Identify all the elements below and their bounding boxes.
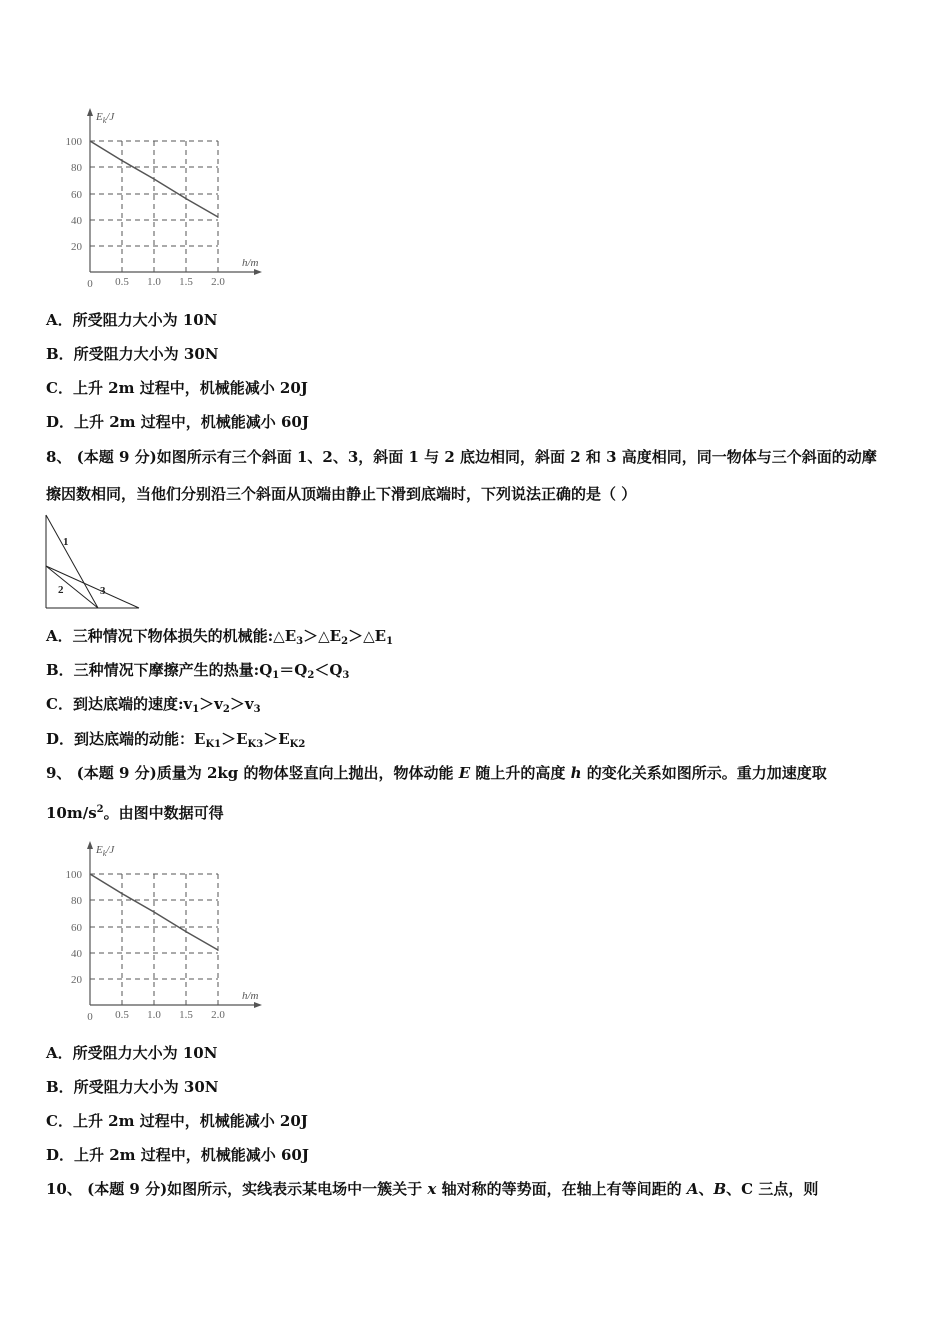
y-axis-arrow	[87, 108, 93, 116]
incline-label-1: 1	[63, 536, 69, 548]
x-axis-arrow	[254, 269, 262, 275]
x-tick-label: 0	[87, 1011, 93, 1023]
q8-option-a[interactable]: A．三种情况下物体损失的机械能$:\triangle E_3>\triangle E_2>\triangle E_1$	[46, 627, 394, 647]
x-tick-label: 0	[87, 278, 93, 290]
y-tick-label: 40	[71, 215, 82, 227]
q9-option-d[interactable]: D．上升 2m 过程中，机械能减小 60J	[46, 1146, 309, 1164]
x-tick-label: 1.5	[179, 276, 193, 288]
y-tick-label: 40	[71, 948, 82, 960]
x-axis-arrow	[254, 1002, 262, 1008]
y-tick-label: 60	[71, 189, 82, 201]
x-tick-label: 1.0	[147, 276, 161, 288]
x-tick-label: 2.0	[211, 1009, 225, 1021]
x-axis-label: h/m	[242, 990, 259, 1002]
y-tick-label: 80	[71, 162, 82, 174]
incline-label-3: 3	[100, 585, 106, 597]
ek-h-graph-1	[60, 100, 270, 295]
y-tick-label: 100	[65, 869, 82, 881]
q7-option-c[interactable]: C．上升 2m 过程中，机械能减小 20J	[46, 379, 308, 397]
x-tick-label: 2.0	[211, 276, 225, 288]
y-tick-label: 20	[71, 974, 82, 986]
q9-stem-line1: 9、 (本题 9 分)质量为 2kg 的物体竖直向上抛出，物体动能 E 随上升的高度 h 的变化关系如图所示。重力加速度取	[46, 764, 827, 782]
incline-label-2: 2	[58, 584, 64, 596]
x-tick-label: 0.5	[115, 1009, 129, 1021]
incline-2	[46, 566, 98, 608]
q10-stem: 10、 (本题 9 分)如图所示，实线表示某电场中一簇关于 x 轴对称的等势面，在轴上有等间距的 A、B、C 三点，则	[46, 1180, 819, 1198]
q8-option-d[interactable]: D．到达底端的动能：$E_{K1}>E_{K3}>E_{K2}$	[46, 730, 306, 750]
ek-h-graph-2	[60, 833, 270, 1028]
x-axis-label: h/m	[242, 257, 259, 269]
q9-option-c[interactable]: C．上升 2m 过程中，机械能减小 20J	[46, 1112, 308, 1130]
y-axis-label: $E_k/J$	[96, 111, 115, 125]
q8-option-c[interactable]: C．到达底端的速度$:v_1>v_2>v_3$	[46, 695, 261, 715]
x-tick-label: 1.0	[147, 1009, 161, 1021]
incline-diagram	[40, 510, 150, 615]
y-tick-label: 100	[65, 136, 82, 148]
q9-stem-line2: $10m/s^2$。由图中数据可得	[46, 804, 224, 822]
q7-option-d[interactable]: D．上升 2m 过程中，机械能减小 60J	[46, 413, 309, 431]
y-tick-label: 80	[71, 895, 82, 907]
y-axis-arrow	[87, 841, 93, 849]
incline-1	[46, 515, 98, 608]
q7-option-a[interactable]: A．所受阻力大小为 10N	[46, 311, 218, 329]
x-tick-label: 1.5	[179, 1009, 193, 1021]
q9-option-b[interactable]: B．所受阻力大小为 30N	[46, 1078, 219, 1096]
y-tick-label: 60	[71, 922, 82, 934]
y-tick-label: 20	[71, 241, 82, 253]
x-tick-label: 0.5	[115, 276, 129, 288]
q8-stem-line1: 8、 (本题 9 分)如图所示有三个斜面 1、2、3，斜面 1 与 2 底边相同，斜面 2 和 3 高度相同，同一物体与三个斜面的动摩	[46, 448, 877, 466]
q9-option-a[interactable]: A．所受阻力大小为 10N	[46, 1044, 218, 1062]
q8-option-b[interactable]: B．三种情况下摩擦产生的热量$:Q_1=Q_2<Q_3$	[46, 661, 350, 681]
q7-option-b[interactable]: B．所受阻力大小为 30N	[46, 345, 219, 363]
y-axis-label: $E_k/J$	[96, 844, 115, 858]
q8-stem-line2: 擦因数相同，当他们分别沿三个斜面从顶端由静止下滑到底端时，下列说法正确的是（ ）	[46, 485, 637, 503]
